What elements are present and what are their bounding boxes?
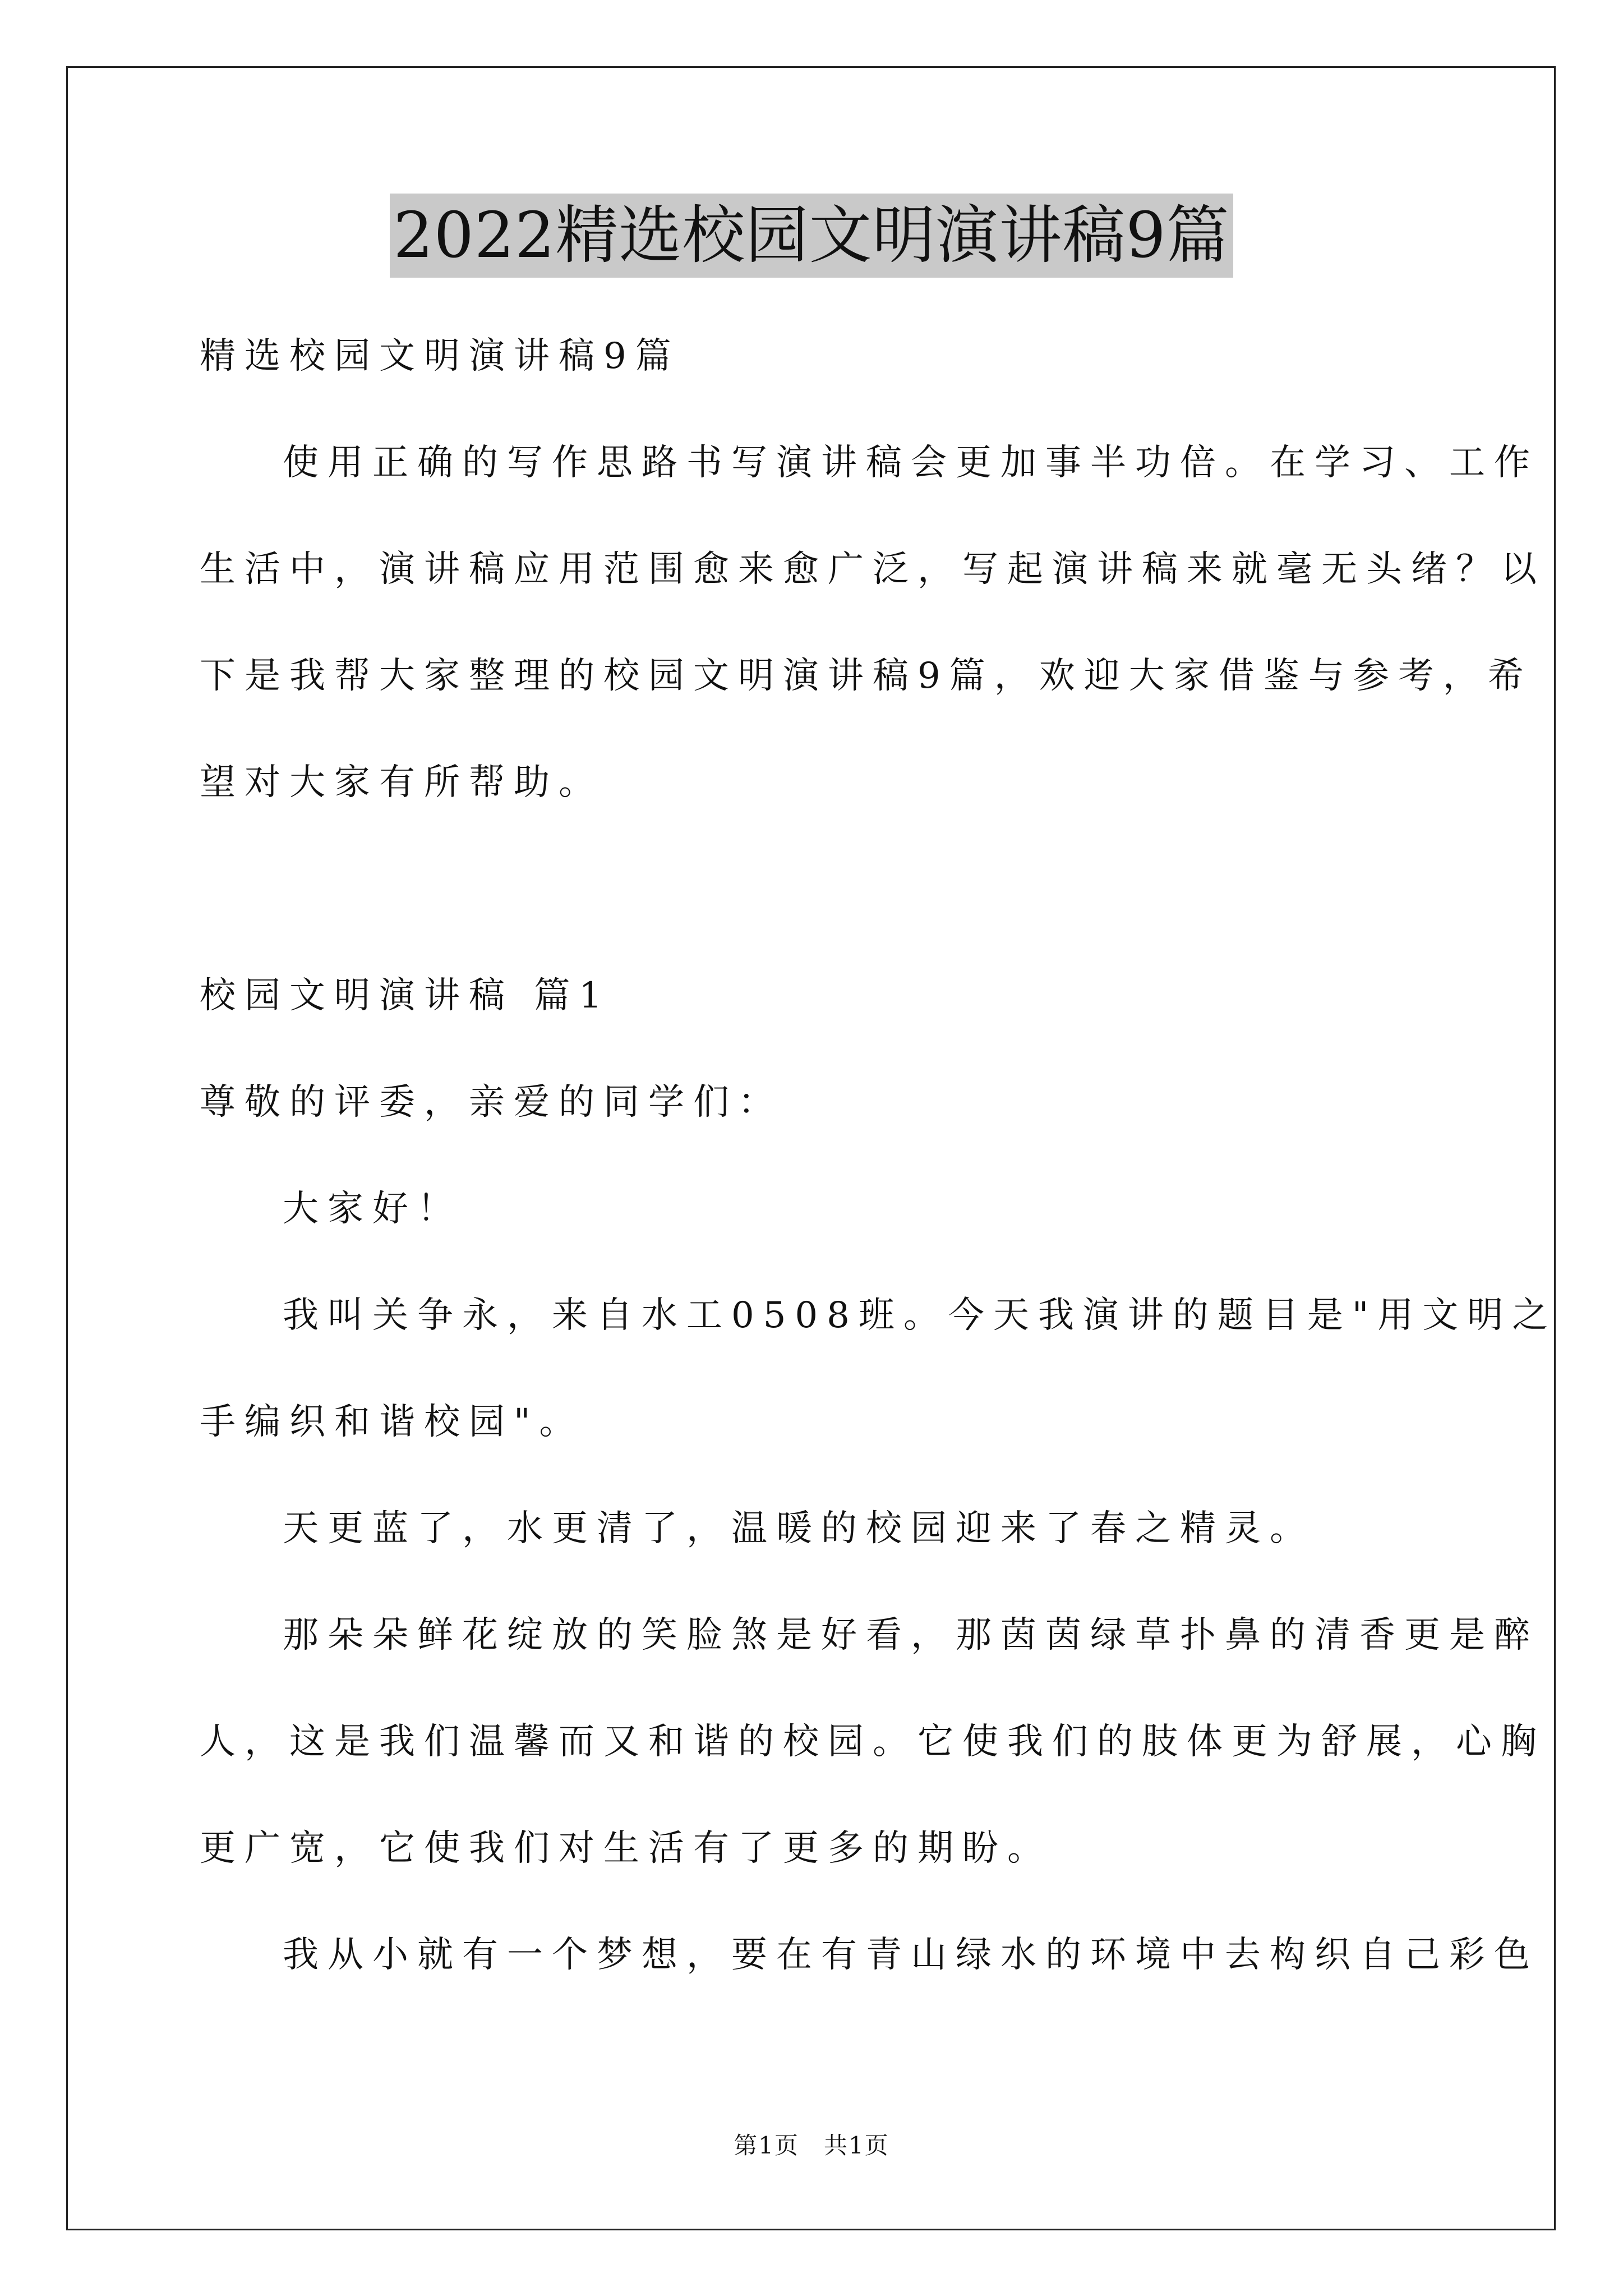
intro-line-1: 使用正确的写作思路书写演讲稿会更加事半功倍。在学习、工作 — [283, 442, 1539, 484]
paragraph2-line-1: 天更蓝了，水更清了，温暖的校园迎来了春之精灵。 — [283, 1508, 1315, 1549]
paragraph1-line-1: 我叫关争永，来自水工0508班。今天我演讲的题目是"用文明之 — [283, 1295, 1557, 1336]
paragraph1-line-2: 手编织和谐校园"。 — [200, 1401, 584, 1443]
paragraph3-line-1: 那朵朵鲜花绽放的笑脸煞是好看，那茵茵绿草扑鼻的清香更是醉 — [283, 1614, 1539, 1656]
greeting: 大家好！ — [283, 1188, 462, 1230]
paragraph4-line-1: 我从小就有一个梦想，要在有青山绿水的环境中去构织自己彩色 — [283, 1934, 1539, 1976]
intro-line-4: 望对大家有所帮助。 — [200, 762, 603, 803]
paragraph3-line-2: 人，这是我们温馨而又和谐的校园。它使我们的肢体更为舒展，心胸 — [200, 1721, 1546, 1763]
intro-line-2: 生活中，演讲稿应用范围愈来愈广泛，写起演讲稿来就毫无头绪？以 — [200, 549, 1546, 590]
page-footer: 第1页 共1页 — [734, 2132, 889, 2159]
title-wrap — [0, 194, 1623, 278]
paragraph3-line-3: 更广宽，它使我们对生活有了更多的期盼。 — [200, 1828, 1052, 1869]
document-title: 2022精选校园文明演讲稿9篇 — [390, 194, 1233, 278]
section-gap — [200, 836, 1433, 942]
document-subtitle: 精选校园文明演讲稿9篇 — [200, 335, 680, 377]
intro-line-3: 下是我帮大家整理的校园文明演讲稿9篇，欢迎大家借鉴与参考，希 — [200, 655, 1533, 697]
salutation: 尊敬的评委，亲爱的同学们： — [200, 1082, 783, 1123]
document-body — [200, 303, 1557, 2008]
section-heading: 校园文明演讲稿 篇1 — [200, 975, 611, 1016]
